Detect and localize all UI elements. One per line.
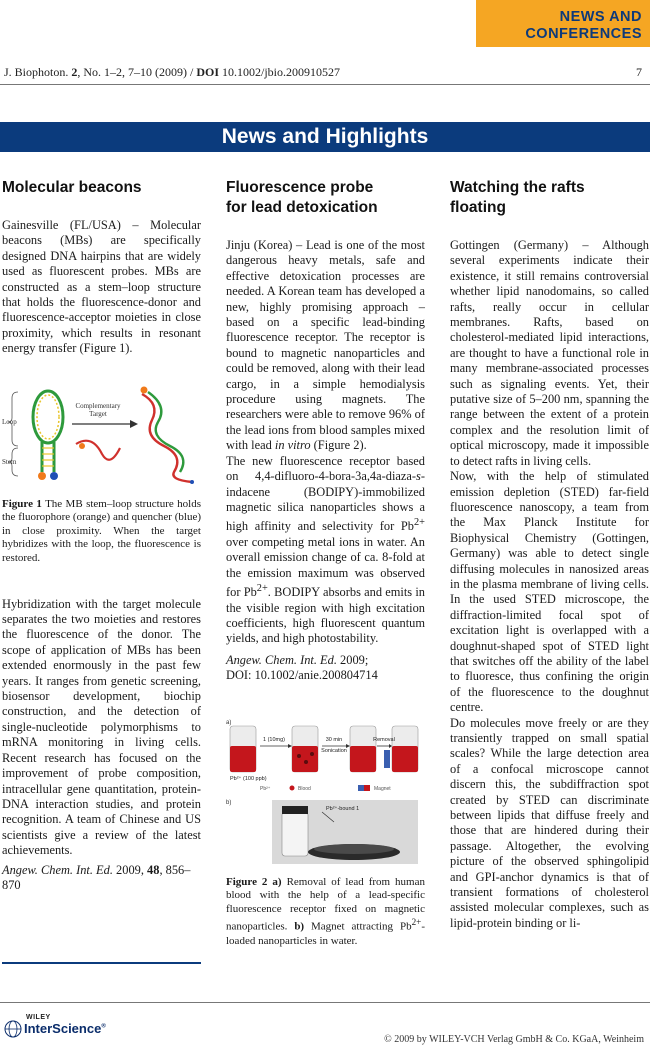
journal-name: J. Biophoton. bbox=[4, 65, 69, 79]
article-body bbox=[2, 218, 201, 357]
cite-year: 2009, bbox=[116, 862, 144, 877]
logo-wiley: WILEY bbox=[26, 1014, 51, 1021]
para-text: over competing metal ions in water. An overall emission change of ca. 8-fold at the emission maximum was observed for Pb bbox=[226, 534, 425, 600]
cite-pages: , 856–870 bbox=[2, 862, 191, 892]
header-rule bbox=[0, 84, 650, 85]
section-tab-line1: NEWS AND bbox=[559, 9, 642, 25]
superscript: 2+ bbox=[411, 917, 422, 928]
article-body bbox=[226, 238, 425, 647]
article-paragraph bbox=[226, 454, 425, 647]
caption-part-label: a) bbox=[272, 875, 282, 888]
legend-blood: Blood bbox=[298, 785, 311, 792]
target-label: Target bbox=[89, 409, 107, 418]
interscience-logo bbox=[4, 1014, 124, 1044]
article-paragraph: Now, with the help of stimulated emission depletion (STED) far-field fluorescence nanoscopy, a team from the Max Planck Institute for Biophysical Chemistry (Gottingen, Germany) was able to detect single diffusing molecules in nanosized areas in the plasma membrane of living cells. In the used STED microscope, the diffraction-limited focal spot of excitation light is overlapped with a doughnut-shaped spot of STED light that switches off the ability of the label to fluoresce, thus confining the origin of the fluorescence to the doughnut centre. bbox=[450, 469, 649, 715]
para-text: Jinju (Korea) – Lead is one of the most dangerous heavy metals, safe and effective detoxication processes are needed. A Korean team has developed a new, highly promising approach – based on a specific lead-binding fluorescence receptor. The receptor is bound to magnetic nanoparticles and could be removed, along with their lead cargo, in a simple hemodialysis procedure using magnets. The researchers were able to remove 96% of the lead ions from blood samples mixed with lead bbox=[226, 238, 425, 453]
superscript: 2+ bbox=[414, 517, 425, 529]
pb-bound-label: Pb²⁺-bound 1 bbox=[326, 805, 360, 812]
step-dose: 1 (10mg) bbox=[262, 736, 286, 743]
article-paragraph: Gainesville (FL/USA) – Molecular beacons (MBs) are specifically designed DNA hairpins that are widely used as fluorescent probes. MBs are constructed as a stem–loop structure that holds the fluorescence-donor and fluorescence-acceptor moieties in close proximity, which results in resonant energy transfer (Figure 1). bbox=[2, 218, 201, 356]
lead-removal-illustration bbox=[226, 716, 425, 866]
running-head bbox=[4, 65, 650, 81]
cite-doi: DOI: 10.1002/anie.200804714 bbox=[226, 668, 378, 683]
doi-label: DOI bbox=[196, 65, 220, 79]
cite-journal: Angew. Chem. Int. Ed. bbox=[2, 862, 113, 877]
article-headline bbox=[226, 178, 425, 218]
para-text: (Figure 2). bbox=[313, 438, 367, 453]
figure-1 bbox=[2, 384, 201, 484]
article-paragraph: Gottingen (Germany) – Although several experiments indicate their existence, it still remains controversial whether lipid nanodomains, so called rafts, really occur in cellular membranes. Rafts, based on cholesterol-mediated lipid interactions, are thought to have a functional role in many membrane-associated processes such as signaling events. Yet, their putative size of 5–200 nm, spanning the range between the extent of a protein complex and the resolution limit of optical microscopy, made it impossible to detect rafts in living cells. bbox=[450, 238, 649, 468]
step-sonication: Sonication bbox=[321, 747, 347, 754]
para-text: -indacene (BODIPY)-immobilized magnetic silica nanoparticles shows a high affinity and selectivity for Pb bbox=[226, 469, 425, 534]
headline-line1: Fluorescence probe bbox=[226, 179, 374, 196]
article-body bbox=[450, 238, 649, 931]
headline-line1: Watching the rafts bbox=[450, 179, 585, 196]
cite-year: 2009; bbox=[340, 652, 369, 667]
logo-interscience bbox=[24, 1021, 106, 1036]
article-paragraph: Do molecules move freely or are they transiently trapped on small spatial scales? While the large detection area of a confocal microscope cannot discern this, the subdiffraction spot created by STED can discriminate between lipids that diffuse freely and those that are hindered during their passage. Altogether, the evolving picture of the observed sphingolipid and GPI-anchor dynamics is that of transient formations of cholesterol assisted molecular complexes, such as lipid-protein binding or li- bbox=[450, 715, 649, 930]
section-tab bbox=[476, 0, 650, 47]
pb-sample-label: Pb²⁺ (100 ppb) bbox=[230, 775, 267, 782]
logo-text: InterScience bbox=[24, 1021, 102, 1036]
stem-label: Stem bbox=[2, 457, 17, 466]
article-headline bbox=[450, 178, 649, 218]
superscript: 2+ bbox=[256, 583, 268, 595]
doi-value: 10.1002/jbio.200910527 bbox=[222, 65, 341, 79]
article-paragraph: Hybridization with the target molecule separates the two moieties and restores the fluorescence of the donor. The scope of application of MBs has been extended enormously in the past few years. It ranges from genetic screening, biosensor development, biochip construction, and the detection of single-nucleotide polymorphisms to mRNA monitoring in living cells. Recent research has focused on the improvement of probe composition, intracellular gene quantitation, protein-DNA interaction studies, and protein recognition. A team of Chinese and US scientists give a review of the latest achievements. bbox=[2, 596, 201, 858]
hybrid-quencher bbox=[190, 480, 194, 484]
legend-magnet: Magnet bbox=[374, 785, 391, 792]
para-text: . BODIPY absorbs and emits in the visible region with high excitation coefficients, high fluorescent quantum yields, and high photostability. bbox=[226, 585, 425, 646]
headline-line2: floating bbox=[450, 199, 506, 216]
molecular-beacon-illustration bbox=[2, 384, 201, 484]
caption-label: Figure 2 bbox=[226, 875, 268, 888]
article-body-continued bbox=[2, 597, 201, 859]
logo-registered: ® bbox=[101, 1023, 106, 1030]
caption-text: Removal of lead from human blood with the help of a lead-specific fluorescence receptor fixed on magnetic nanoparticles. bbox=[226, 875, 425, 934]
article-paragraph bbox=[226, 238, 425, 454]
article-citation bbox=[2, 863, 201, 894]
para-emphasis: in vitro bbox=[274, 438, 311, 453]
copyright: © 2009 by WILEY-VCH Verlag GmbH & Co. KGaA, Weinheim bbox=[384, 1034, 644, 1045]
page-number: 7 bbox=[636, 65, 642, 79]
complementary-label: Complementary bbox=[75, 401, 121, 410]
section-tab-line2: CONFERENCES bbox=[525, 26, 642, 42]
article-fluorescence-probe bbox=[226, 178, 425, 948]
figure-2-caption bbox=[226, 876, 425, 949]
step-removal: Removal bbox=[373, 736, 395, 743]
legend-pb: Pb²⁺ bbox=[260, 785, 271, 792]
para-text: The new fluorescence receptor based on 4,4-difluoro-4-bora-3a,4a-diaza- bbox=[226, 453, 425, 484]
journal-issue-pages: , No. 1–2, 7–10 (2009) / bbox=[77, 65, 194, 79]
panel-a-label: a) bbox=[226, 719, 232, 726]
article-molecular-beacons bbox=[2, 178, 201, 893]
caption-text: Magnet attracting Pb bbox=[311, 921, 412, 934]
headline-line2: for lead detoxication bbox=[226, 199, 378, 216]
para-emphasis: s bbox=[416, 469, 421, 484]
article-rafts bbox=[450, 178, 649, 931]
caption-part-label: b) bbox=[294, 921, 305, 934]
caption-text: The MB stem–loop structure holds the fluorophore (orange) and quencher (blue) in close proximity. When the target hybridizes with the loop, the fluorescence is restored. bbox=[2, 497, 201, 565]
hybrid-fluorophore bbox=[141, 386, 148, 393]
figure-2 bbox=[226, 716, 425, 866]
released-fluorophore bbox=[79, 443, 85, 449]
panel-b-label: b) bbox=[226, 799, 232, 806]
cite-journal: Angew. Chem. Int. Ed. bbox=[226, 652, 337, 667]
loop-label: Loop bbox=[2, 417, 17, 426]
step-time: 30 min bbox=[325, 736, 343, 743]
banner-title: News and Highlights bbox=[0, 122, 650, 152]
caption-text: -loaded nanoparticles in water. bbox=[226, 921, 425, 947]
cite-volume: 48 bbox=[147, 862, 160, 877]
caption-label: Figure 1 bbox=[2, 497, 42, 510]
journal-volume: 2 bbox=[71, 65, 78, 79]
figure-1-caption bbox=[2, 498, 201, 566]
journal-citation bbox=[4, 65, 340, 80]
quencher-dot bbox=[50, 472, 58, 480]
column-divider-rule bbox=[2, 962, 201, 964]
globe-icon bbox=[4, 1020, 22, 1038]
fluorophore-dot bbox=[38, 472, 46, 480]
article-citation bbox=[226, 653, 425, 684]
article-headline: Molecular beacons bbox=[2, 179, 142, 196]
footer-rule bbox=[0, 1002, 650, 1003]
